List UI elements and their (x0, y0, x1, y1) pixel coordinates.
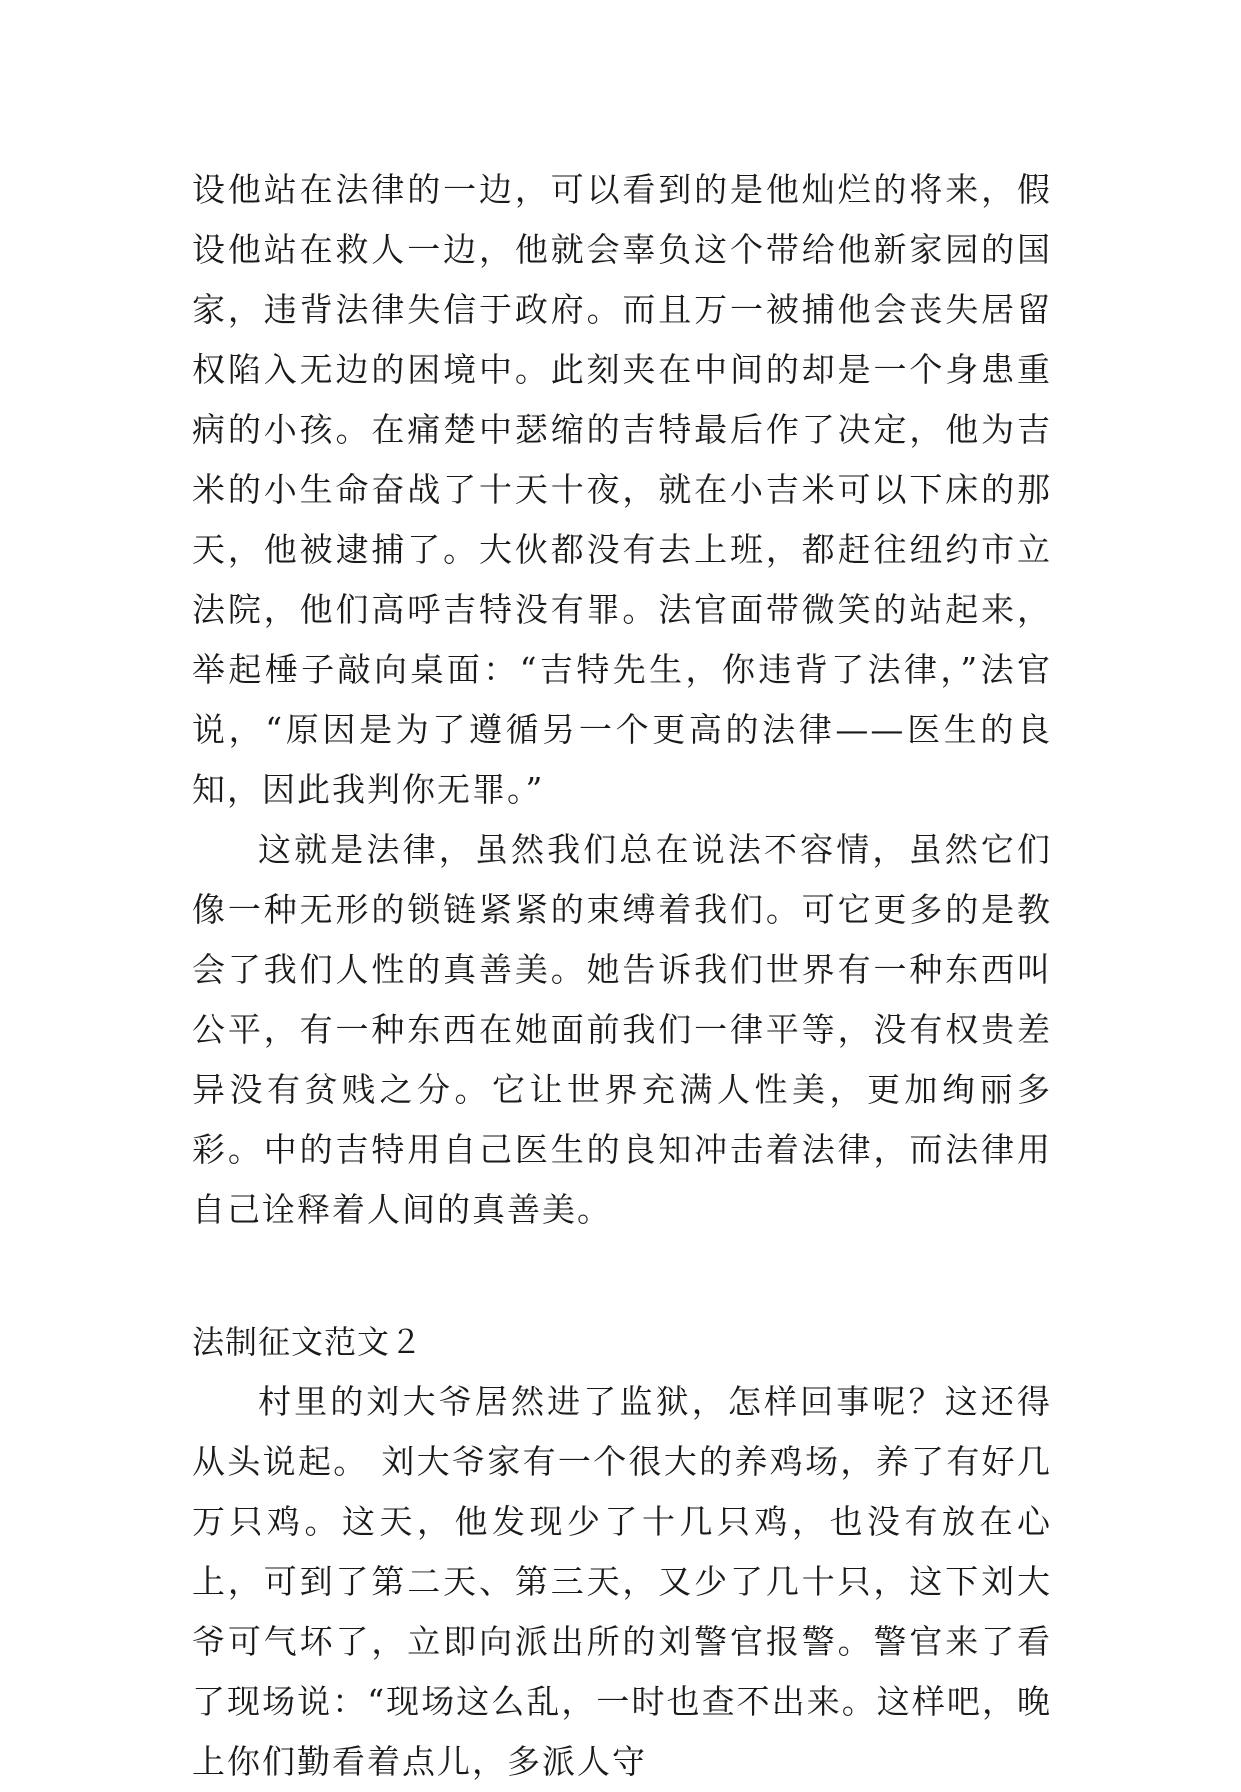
paragraph-law-reflection: 这就是法律，虽然我们总在说法不容情，虽然它们像一种无形的锁链紧紧的束缚着我们。可它更多的是教会了我们人性的真善美。她告诉我们世界有一种东西叫公平，有一种东西在她面前我们一律平等，没有权贵差异没有贫贱之分。它让世界充满人性美，更加绚丽多彩。中的吉特用自己医生的良知冲击着法律，而法律用自己诠释着人间的真善美。 (192, 830, 1052, 1229)
document-body (192, 160, 1052, 1792)
section-heading: 法制征文范文２ (192, 1323, 424, 1361)
paragraph-continued: 设他站在法律的一边，可以看到的是他灿烂的将来，假设他站在救人一边，他就会辜负这个带给他新家园的国家，违背法律失信于政府。而且万一被捕他会丧失居留权陷入无边的困境中。此刻夹在中间的却是一个身患重病的小孩。在痛楚中瑟缩的吉特最后作了决定，他为吉米的小生命奋战了十天十夜，就在小吉米可以下床的那天，他被逮捕了。大伙都没有去上班，都赶往纽约市立法院，他们高呼吉特没有罪。法官面带微笑的站起来，举起棰子敲向桌面：“吉特先生，你违背了法律，”法官说，“原因是为了遵循另一个更高的法律——医生的良知，因此我判你无罪。” (192, 170, 1052, 809)
paragraph-liu-story: 村里的刘大爷居然进了监狱，怎样回事呢？这还得从头说起。 刘大爷家有一个很大的养鸡场，养了有好几万只鸡。这天，他发现少了十几只鸡，也没有放在心上，可到了第二天、第三天，又少了几十只，这下刘大爷可气坏了，立即向派出所的刘警官报警。警官来了看了现场说：“现场这么乱，一时也查不出来。这样吧，晚上你们勤看着点儿，多派人守 (192, 1382, 1052, 1781)
